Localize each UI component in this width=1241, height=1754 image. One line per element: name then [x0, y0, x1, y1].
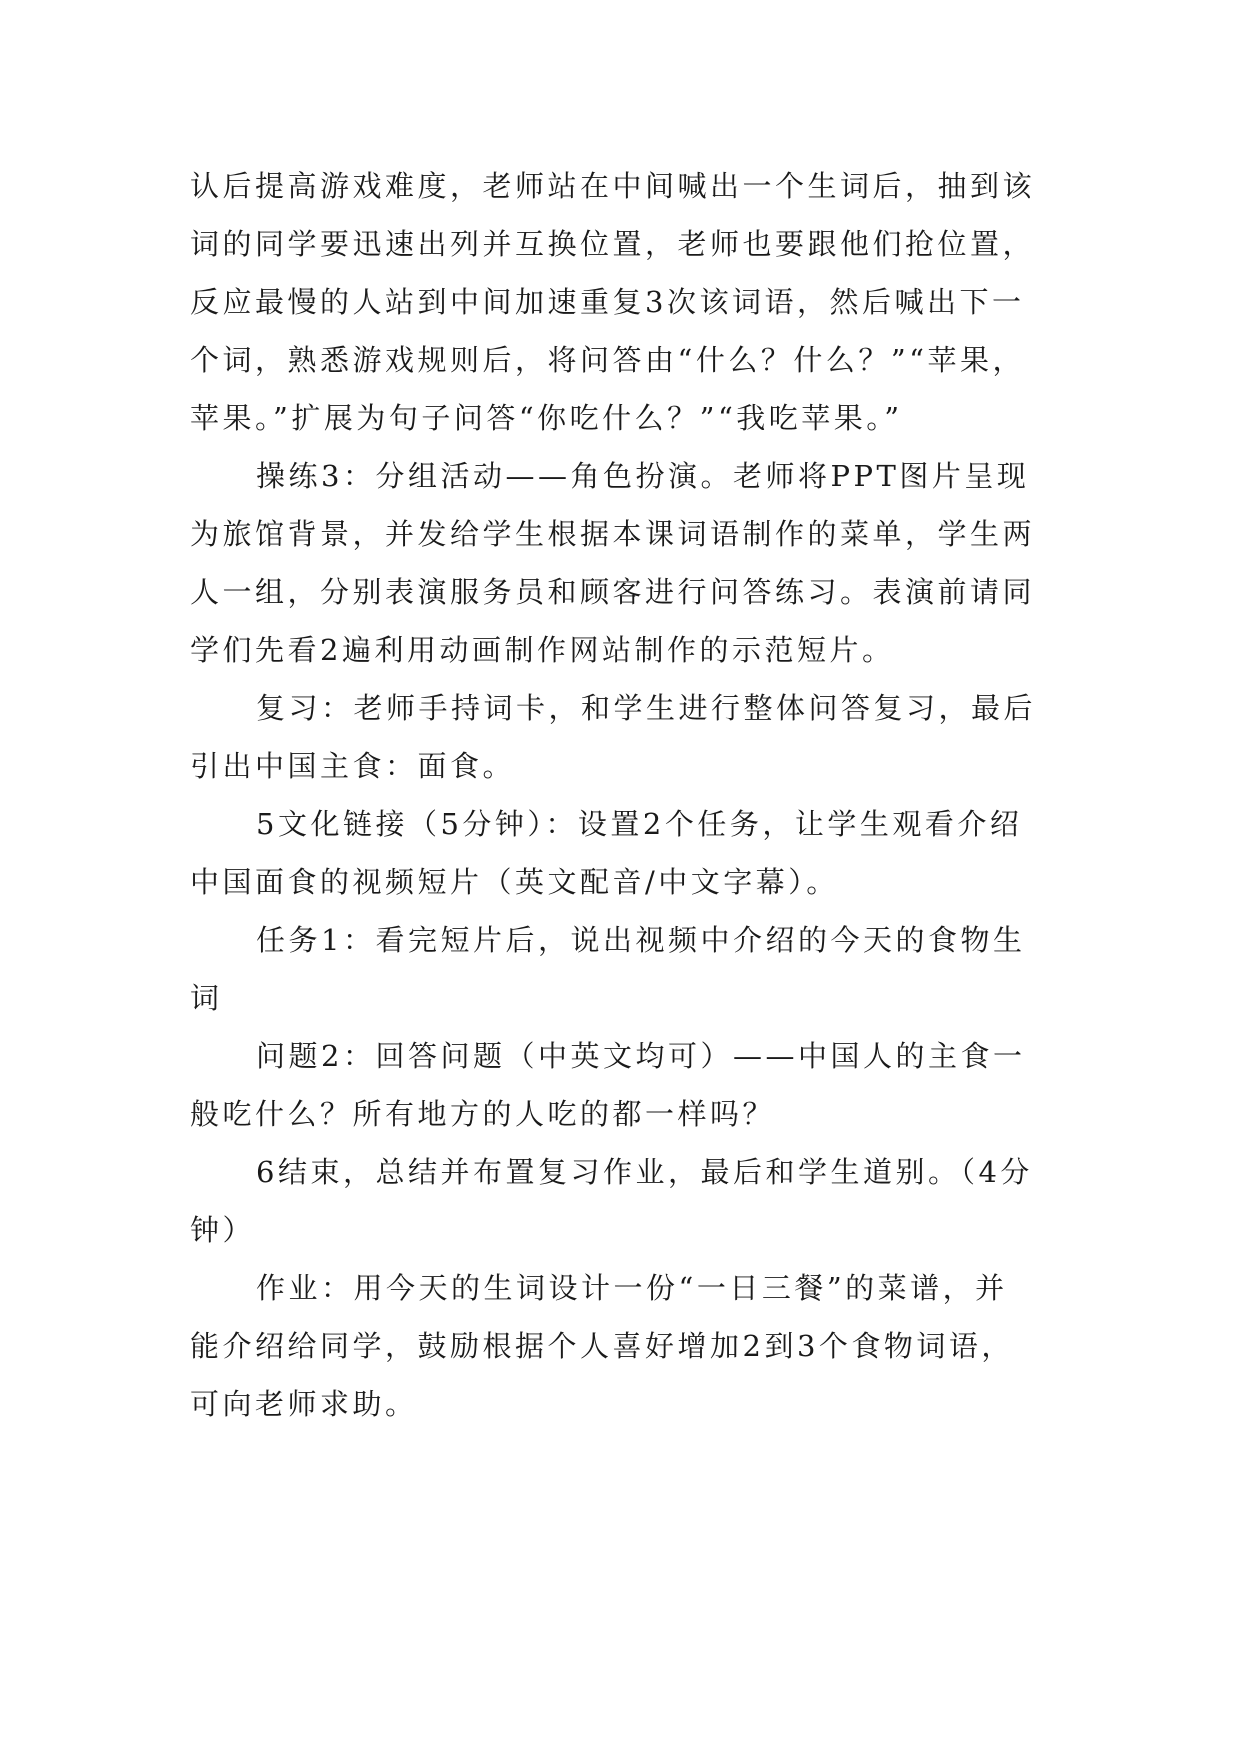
text-line: 中国面食的视频短片（英文配音/中文字幕）。: [190, 865, 839, 899]
document-body: [190, 157, 1050, 1433]
text-line: 可向老师求助。: [190, 1387, 418, 1421]
text-line: 般吃什么？所有地方的人吃的都一样吗？: [190, 1097, 776, 1131]
text-line: 认后提高游戏难度，老师站在中间喊出一个生词后，抽到该: [190, 169, 1036, 203]
text-line: 5文化链接（5分钟）：设置2个任务，让学生观看介绍: [256, 807, 1023, 841]
text-line: 人一组，分别表演服务员和顾客进行问答练习。表演前请同: [190, 575, 1036, 609]
text-line: 反应最慢的人站到中间加速重复3次该词语，然后喊出下一: [190, 285, 1025, 319]
text-line: 操练3：分组活动——角色扮演。老师将PPT图片呈现: [256, 459, 1030, 493]
text-line: 词: [190, 981, 223, 1015]
text-line: 6结束，总结并布置复习作业，最后和学生道别。（4分: [256, 1155, 1033, 1189]
text-line: 词的同学要迅速出列并互换位置，老师也要跟他们抢位置，: [190, 227, 1036, 261]
text-line: 为旅馆背景，并发给学生根据本课词语制作的菜单，学生两: [190, 517, 1036, 551]
text-line: 苹果。”扩展为句子问答“你吃什么？”“我吃苹果。”: [190, 401, 903, 435]
text-line: 能介绍给同学，鼓励根据个人喜好增加2到3个食物词语，: [190, 1329, 1014, 1363]
text-line: 钟）: [190, 1213, 256, 1247]
text-line: 问题2：回答问题（中英文均可）——中国人的主食一: [256, 1039, 1026, 1073]
text-line: 学们先看2遍利用动画制作网站制作的示范短片。: [190, 633, 895, 667]
text-line: 个词，熟悉游戏规则后，将问答由“什么？什么？”“苹果，: [190, 343, 1025, 377]
text-line: 作业：用今天的生词设计一份“一日三餐”的菜谱，并: [256, 1271, 1008, 1305]
text-line: 复习：老师手持词卡，和学生进行整体问答复习，最后: [256, 691, 1037, 725]
text-line: 任务1：看完短片后，说出视频中介绍的今天的食物生: [256, 923, 1026, 957]
text-line: 引出中国主食：面食。: [190, 749, 516, 783]
